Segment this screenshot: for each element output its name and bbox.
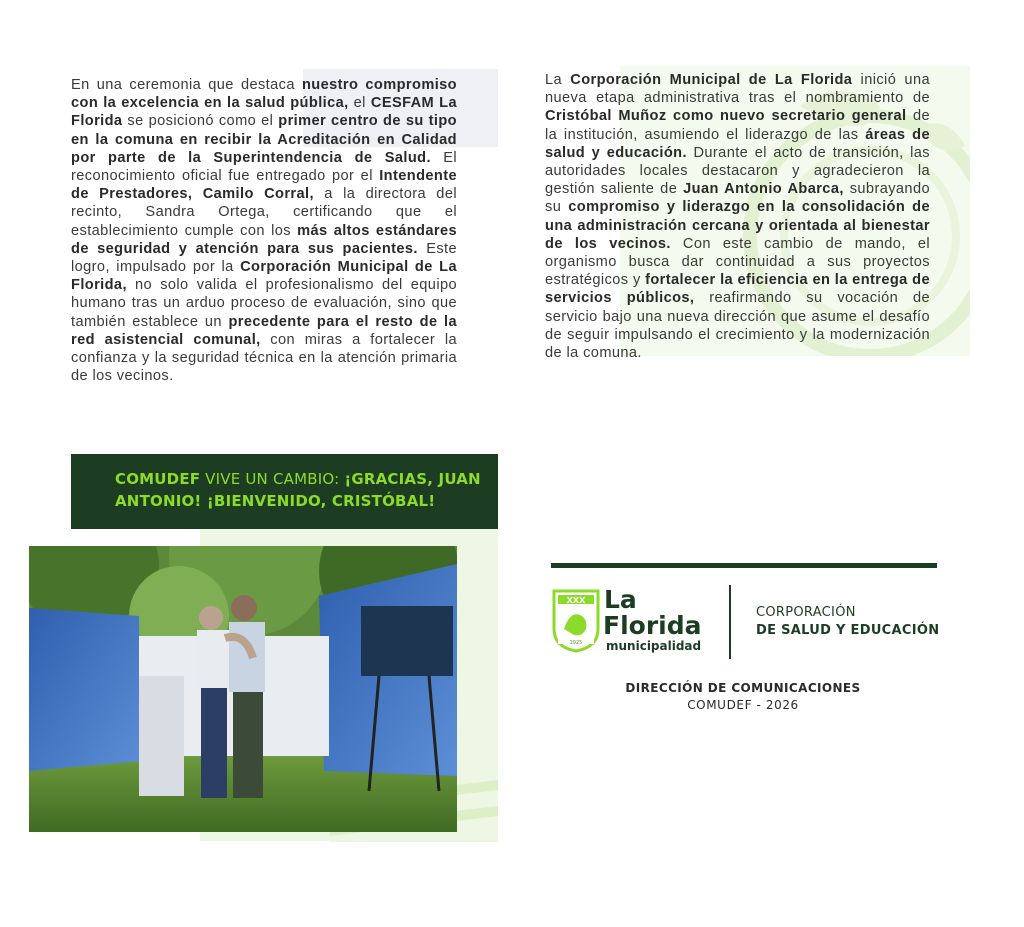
bold-text-run: compromiso y liderazgo en la consolidación de una administración cercana y orientada al bienestar de los vecinos.: [545, 199, 930, 252]
bold-text-run: fortalecer la eficiencia en la entrega de servicios públicos,: [545, 272, 930, 307]
logo-florida: Florida: [603, 611, 702, 640]
ceremony-photo-icon: [29, 546, 457, 832]
bold-text-run: áreas de salud y educación.: [545, 126, 930, 161]
banner-headline: [115, 468, 490, 512]
bold-text-run: primer centro de su tipo en la comuna en recibir la Acreditación en Calidad por parte de la Superintendencia de Salud.: [71, 113, 457, 166]
text-run: reafirmando su vocación de servicio bajo una nueva dirección que asume el desafío de seguir impulsando el crecimiento y la modernización de la comuna.: [545, 290, 930, 362]
text-run: no solo valida el profesionalismo del equipo humano tras un arduo proceso de evaluación, sino que también establece un: [71, 277, 457, 330]
corporation-line2: DE SALUD Y EDUCACIÓN: [756, 623, 940, 638]
logo-municipalidad: municipalidad: [606, 639, 702, 653]
text-run: Este logro, impulsado por la: [71, 240, 457, 276]
text-run: VIVE UN CAMBIO:: [200, 470, 345, 488]
text-run: Durante el acto de transición, las autoridades locales destacaron y agradecieron la gestión saliente de: [545, 144, 930, 198]
bold-text-run: Corporación Municipal de La Florida: [570, 72, 853, 88]
footer-department: DIRECCIÓN DE COMUNICACIONES: [625, 681, 861, 695]
bold-text-run: nuestro compromiso con la excelencia en la salud pública,: [71, 77, 457, 112]
ceremony-photo: [29, 546, 457, 832]
logo-la: La: [604, 585, 637, 614]
text-run: se posicionó como el: [122, 113, 279, 130]
footer-subtitle: COMUDEF - 2026: [687, 698, 799, 712]
text-run: el: [348, 95, 371, 112]
bold-text-run: Cristóbal Muñoz como nuevo secretario general: [545, 108, 907, 125]
right-article-text: [545, 71, 930, 362]
bold-text-run: CESFAM La Florida: [71, 95, 457, 130]
bold-text-run: ¡GRACIAS, JUAN ANTONIO! ¡BIENVENIDO, CRISTÓBAL!: [115, 470, 481, 510]
text-run: inició una nueva etapa administrativa tras el nombramiento de: [545, 72, 930, 107]
la-florida-crest-icon: [552, 589, 600, 653]
text-run: con miras a fortalecer la confianza y la seguridad técnica en la atención primaria de los vecinos.: [71, 331, 457, 385]
text-run: En una ceremonia que destaca: [71, 77, 302, 93]
text-run: subrayando su: [545, 181, 930, 216]
text-run: Con este cambio de mando, el organismo busca dar continuidad a sus proyectos estratégicos y: [545, 235, 930, 289]
headline-banner: [71, 454, 498, 529]
bold-text-run: precedente para el resto de la red asistencial comunal,: [71, 313, 457, 348]
text-run: La: [545, 72, 571, 88]
bold-text-run: más altos estándares de seguridad y atención para sus pacientes.: [71, 222, 458, 257]
bold-text-run: COMUDEF: [115, 470, 201, 488]
bold-text-run: Juan Antonio Abarca,: [683, 181, 844, 198]
corporation-line1: CORPORACIÓN: [756, 605, 856, 620]
text-run: El reconocimiento oficial fue entregado por el: [71, 149, 458, 185]
logo-top-rule: [551, 563, 937, 568]
text-run: a la directora del recinto, Sandra Ortega, certificando que el establecimiento cumple con los: [71, 186, 457, 239]
bold-text-run: Corporación Municipal de La Florida,: [71, 259, 457, 294]
svg-text:1925: 1925: [569, 640, 583, 646]
text-run: de la institución, asumiendo el liderazgo de las: [545, 108, 930, 143]
left-article-text: [71, 76, 457, 385]
logo-divider: [729, 585, 731, 659]
bold-text-run: Intendente de Prestadores, Camilo Corral,: [71, 168, 457, 203]
svg-text:XXX: XXX: [566, 596, 586, 605]
